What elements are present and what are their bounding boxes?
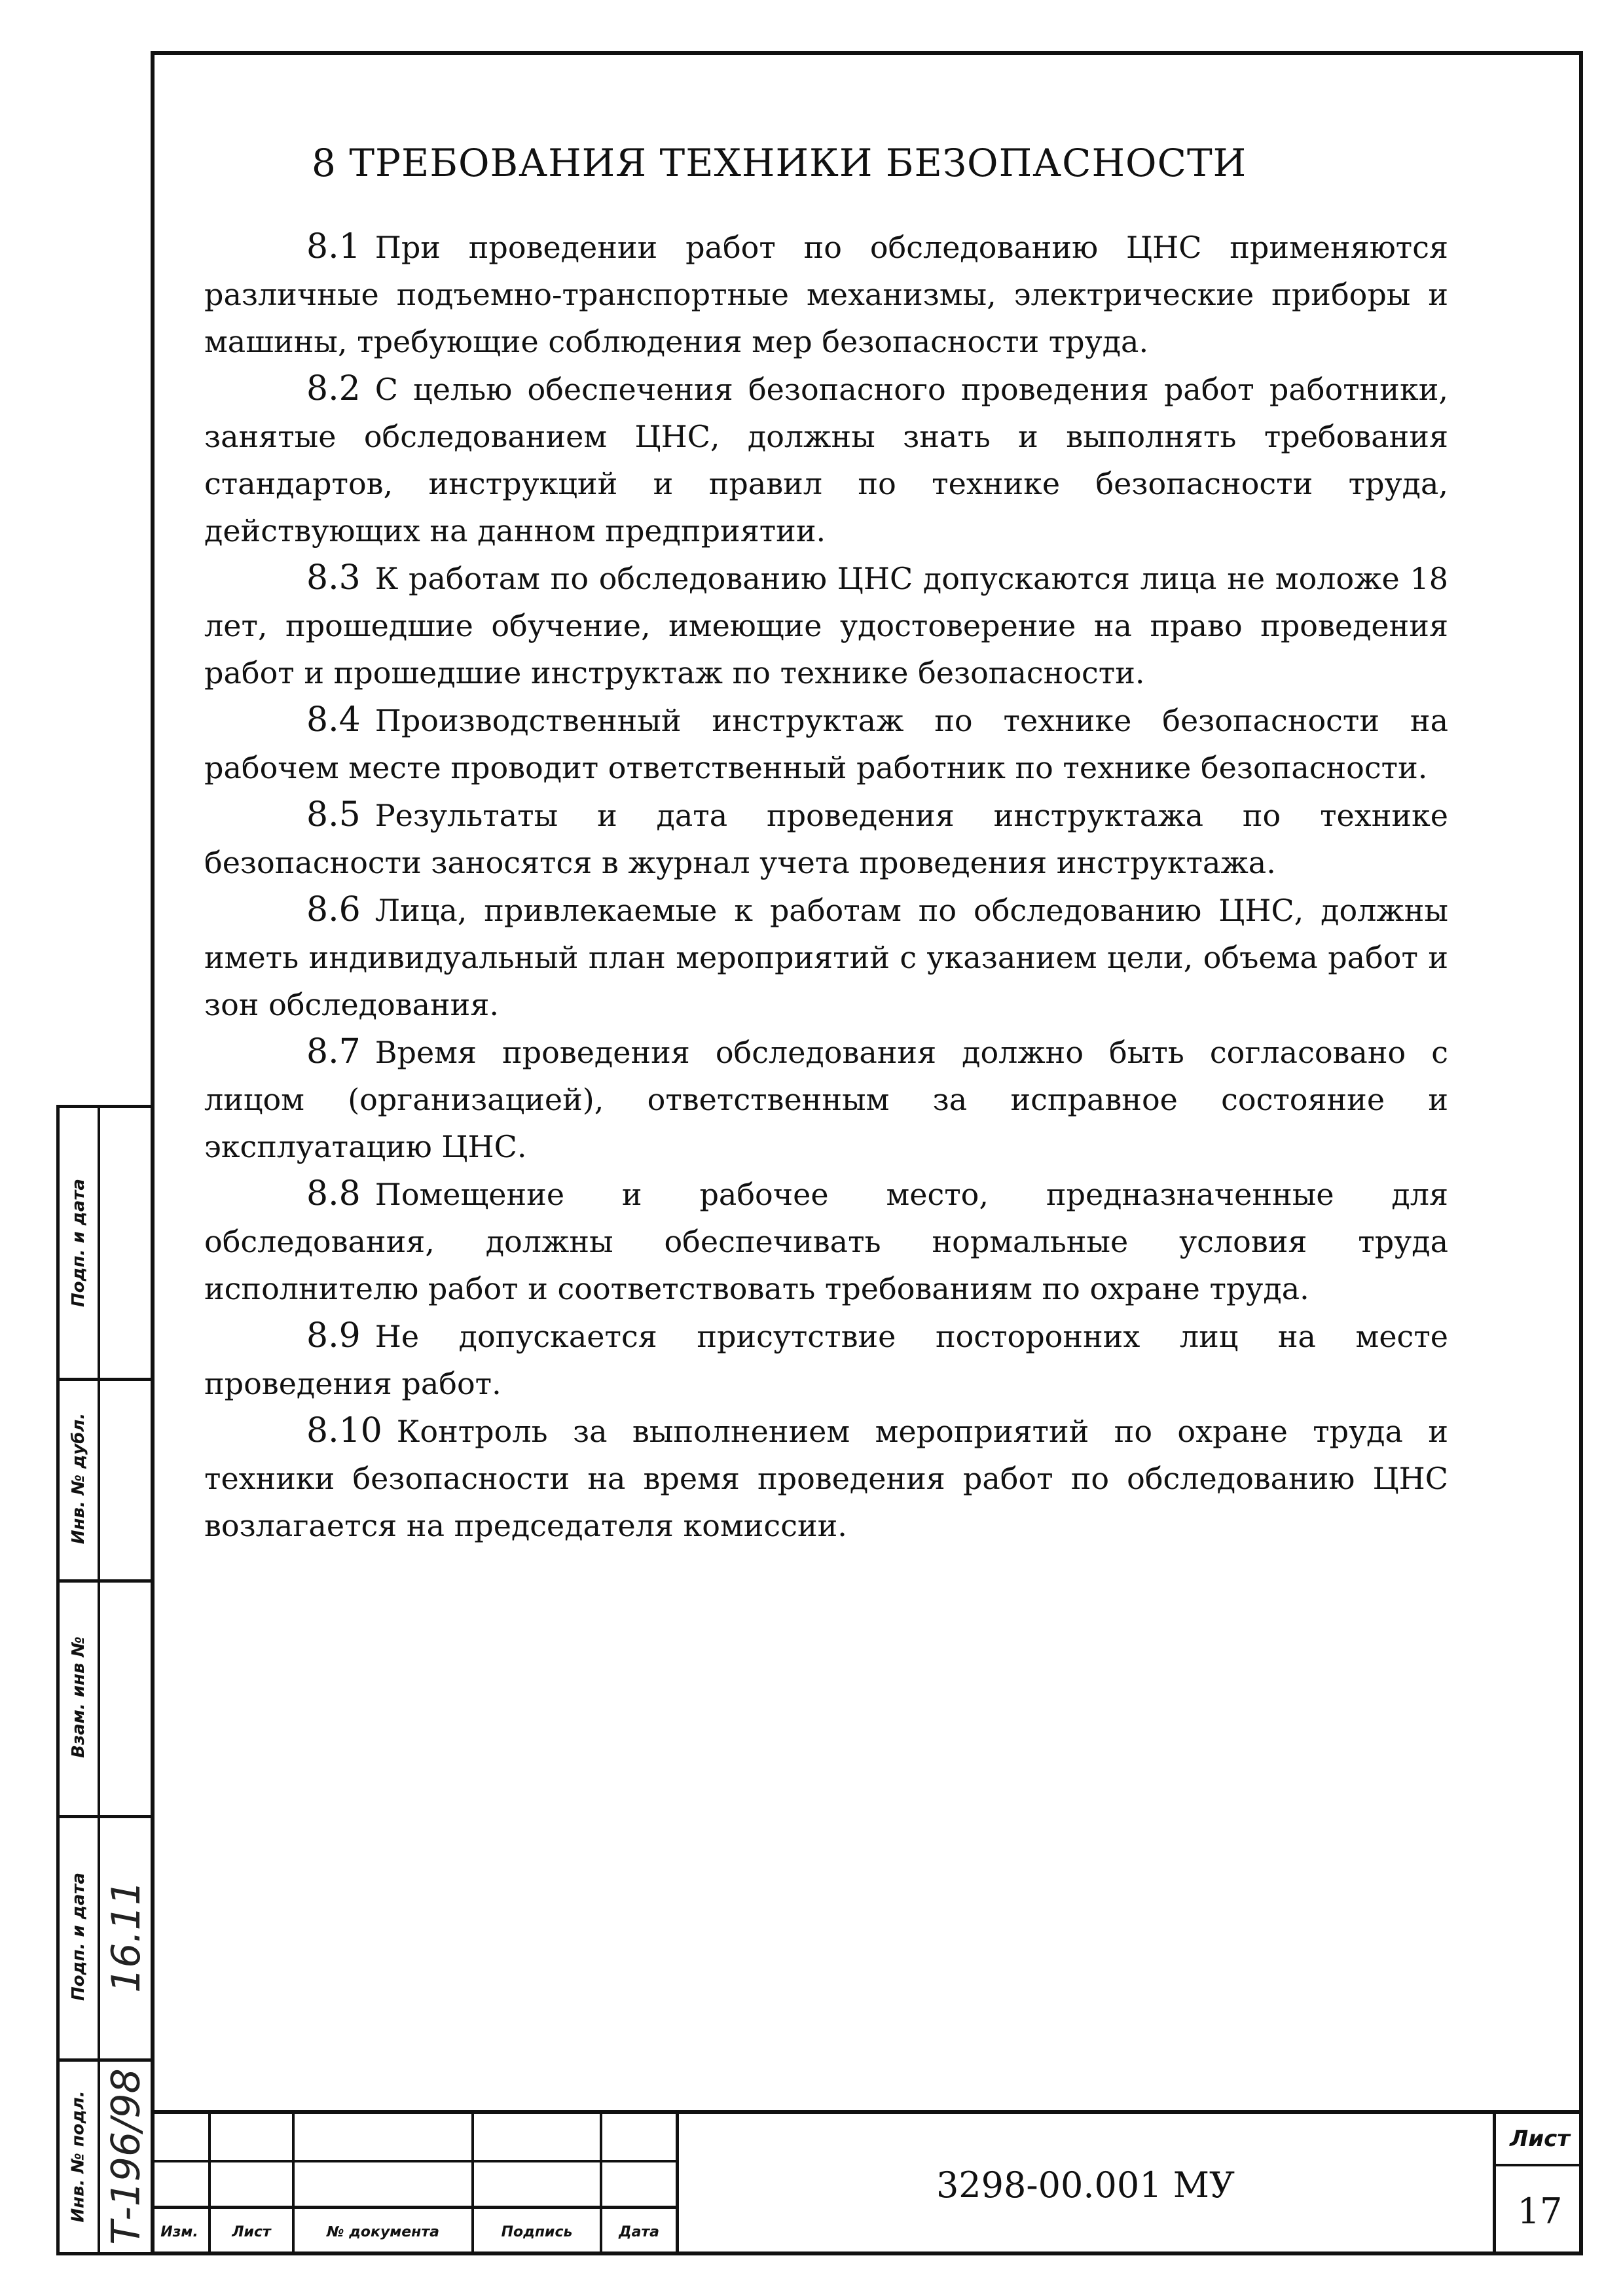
paragraph-number: 8.4 (306, 700, 361, 740)
paragraph (204, 365, 1448, 554)
sheet-label: Лист (1510, 2126, 1570, 2152)
paragraph-number: 8.8 (306, 1174, 361, 1213)
paragraph-text: Контроль за выполнением мероприятий по охране труда и техники безопасности на время проведения работ по обследованию ЦНС возлагается на председателя комиссии. (204, 1414, 1448, 1543)
paragraph-text: К работам по обследованию ЦНС допускаются лица не моложе 18 лет, прошедшие обучение, имеющие удостоверение на право проведения работ и прошедшие инструктаж по технике безопасности. (204, 561, 1448, 691)
paragraph-text: Производственный инструктаж по технике безопасности на рабочем месте проводит ответственный работник по технике безопасности. (204, 703, 1448, 785)
col-label-document: № документа (327, 2224, 439, 2240)
paragraph (204, 696, 1448, 791)
paragraph-text: Лица, привлекаемые к работам по обследованию ЦНС, должны иметь индивидуальный план мероприятий с указанием цели, объема работ и зон обследования. (204, 893, 1448, 1022)
paragraph-number: 8.2 (306, 369, 361, 408)
title-block-line (1493, 2114, 1496, 2255)
strip-label-replace-inv: Взам. инв № (69, 1636, 88, 1758)
col-label-change: Изм. (160, 2224, 198, 2240)
paragraph (204, 1407, 1448, 1549)
col-label-date: Дата (618, 2224, 660, 2240)
paragraph-number: 8.1 (306, 227, 361, 266)
sheet-number: 17 (1517, 2190, 1563, 2232)
strip-column-divider (98, 1108, 100, 2252)
paragraph-text: Результаты и дата проведения инструктажа по технике безопасности заносятся в журнал учета проведения инструктажа. (204, 798, 1448, 880)
strip-label-sign-date: Подп. и дата (69, 1179, 89, 1307)
side-stamp-strip (56, 1105, 151, 2255)
document-body (204, 141, 1448, 1549)
paragraph-number: 8.7 (306, 1032, 361, 1071)
handwritten-date: 16.11 (103, 1880, 149, 1993)
paragraph-number: 8.10 (306, 1411, 382, 1450)
document-code: 3298-00.001 МУ (936, 2164, 1235, 2206)
col-label-signature: Подпись (501, 2224, 573, 2240)
paragraph (204, 223, 1448, 365)
section-heading: 8 ТРЕБОВАНИЯ ТЕХНИКИ БЕЗОПАСНОСТИ (312, 141, 1247, 185)
col-label-sheet: Лист (232, 2224, 271, 2240)
paragraph (204, 791, 1448, 886)
paragraph-number: 8.5 (306, 795, 361, 834)
paragraph-text: Не допускается присутствие посторонних лиц на месте проведения работ. (204, 1319, 1448, 1401)
paragraph (204, 886, 1448, 1028)
paragraph (204, 1312, 1448, 1407)
paragraph-text: Помещение и рабочее место, предназначенные для обследования, должны обеспечивать нормальные условия труда исполнителю работ и соответствовать требованиям по охране труда. (204, 1177, 1448, 1306)
paragraph (204, 554, 1448, 696)
paragraph-text: Время проведения обследования должно быть согласовано с лицом (организацией), ответственным за исправное состояние и эксплуатацию ЦНС. (204, 1035, 1448, 1164)
strip-label-dup-inv: Инв. № дубл. (69, 1412, 88, 1545)
paragraph-text: С целью обеспечения безопасного проведения работ работники, занятые обследованием ЦНС, должны знать и выполнять требования стандартов, инструкций и правил по технике безопасности труда, действующих на данном предприятии. (204, 372, 1448, 548)
strip-label-sign-date-2: Подп. и дата (69, 1873, 89, 2001)
paragraph-number: 8.6 (306, 890, 361, 929)
strip-label-orig-inv: Инв. № подл. (69, 2090, 88, 2223)
paragraph (204, 1028, 1448, 1170)
paragraph-number: 8.3 (306, 558, 361, 598)
paragraph-number: 8.9 (306, 1316, 361, 1355)
title-block (151, 2110, 1583, 2255)
paragraph (204, 1170, 1448, 1312)
handwritten-inventory-number: Т-196/98 (103, 2068, 150, 2245)
paragraph-text: При проведении работ по обследованию ЦНС применяются различные подъемно-транспортные механизмы, электрические приборы и машины, требующие соблюдения мер безопасности труда. (204, 230, 1448, 359)
